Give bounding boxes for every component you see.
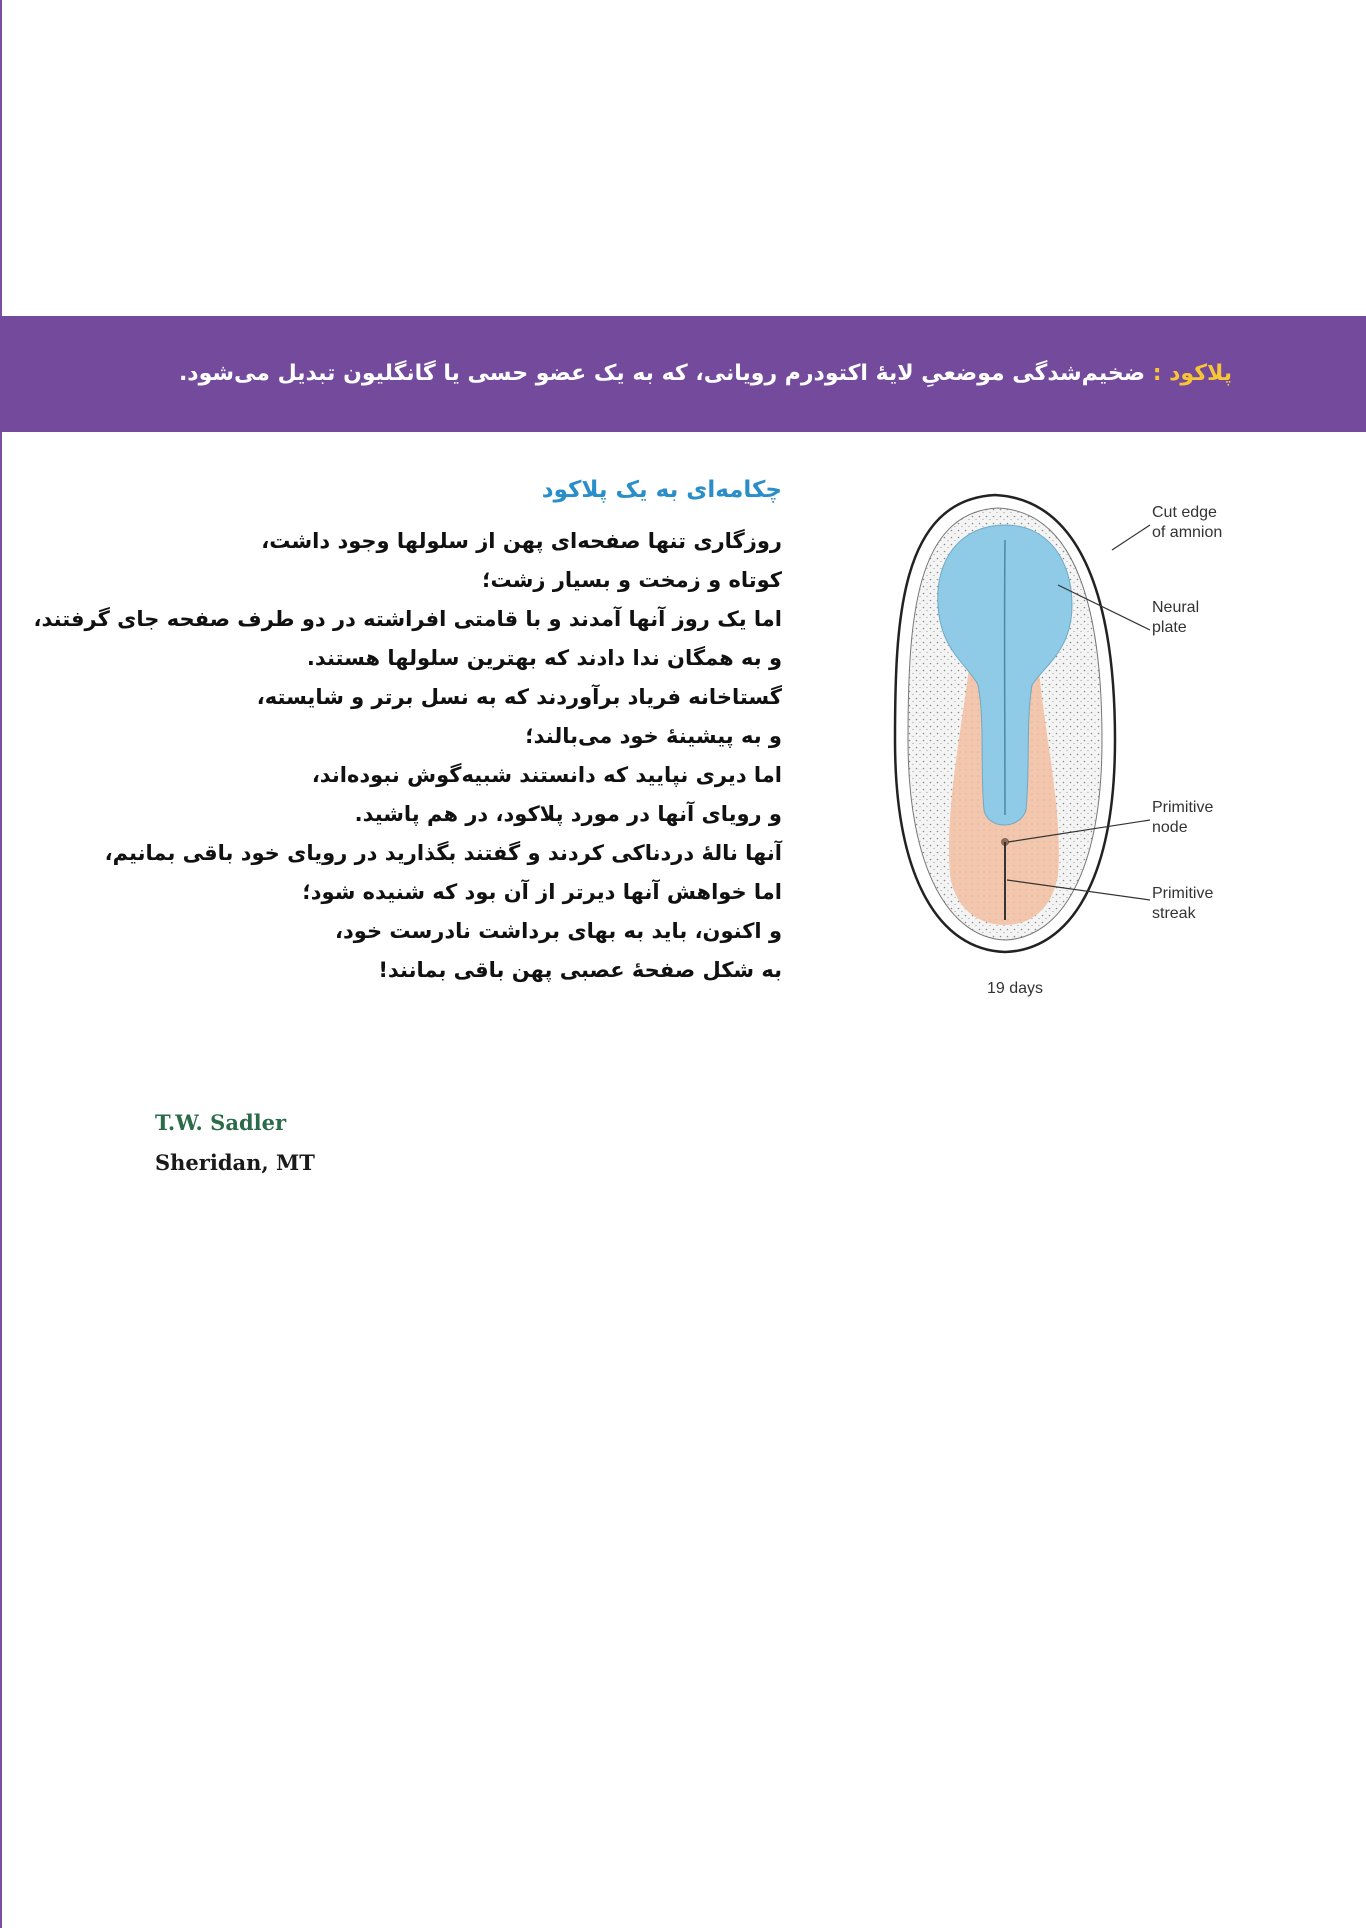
poem-line: روزگاری تنها صفحه‌ای پهن از سلولها وجود داشت، (261, 529, 782, 553)
poem-line: و اکنون، باید به بهای برداشت نادرست خود، (335, 919, 782, 943)
label-cut-edge-2: of amnion (1152, 524, 1223, 541)
poem-line: و رویای آنها در مورد پلاکود، در هم پاشید. (354, 802, 782, 826)
poem-line: اما دیری نپایید که دانستند شبیه‌گوش نبوده‌اند، (311, 763, 782, 787)
leader-cut-edge (1112, 525, 1150, 550)
poem-line: کوتاه و زمخت و بسیار زشت؛ (482, 568, 782, 592)
definition-text (132, 356, 1232, 392)
definition-body: ضخیم‌شدگی موضعیِ لایۀ اکتودرم رویانی، که به یک عضو حسی یا گانگلیون تبدیل می‌شود. (178, 361, 1146, 386)
label-neural-2: plate (1152, 619, 1187, 636)
poem-line: اما یک روز آنها آمدند و با قامتی افراشته در دو طرف صفحه جای گرفتند، (33, 607, 782, 631)
poem-line: آنها نالۀ دردناکی کردند و گفتند بگذارید در رویای خود باقی بمانیم، (104, 841, 782, 865)
embryo-illustration (880, 480, 1260, 1010)
label-node-1: Primitive (1152, 799, 1214, 816)
page-left-border (0, 0, 2, 1928)
author-name: T.W. Sadler (155, 1110, 287, 1135)
poem-line: اما خواهش آنها دیرتر از آن بود که شنیده شود؛ (302, 880, 782, 904)
poem-line: و به همگان ندا دادند که بهترین سلولها هستند. (306, 646, 782, 670)
poem-line: و به پیشینۀ خود می‌بالند؛ (525, 724, 782, 748)
author-location: Sheridan, MT (155, 1150, 315, 1175)
poem-title: چکامه‌ای به یک پلاکود (541, 477, 782, 503)
label-streak-1: Primitive (1152, 885, 1214, 902)
label-node-2: node (1152, 819, 1188, 836)
poem-line: گستاخانه فریاد برآوردند که به نسل برتر و شایسته، (256, 685, 782, 709)
poem-body (22, 522, 782, 990)
figure-caption: 19 days (987, 980, 1044, 997)
definition-term: پلاکود : (1152, 361, 1232, 386)
embryo-diagram (880, 480, 1260, 1010)
definition-banner (0, 316, 1366, 432)
label-streak-2: streak (1152, 905, 1196, 922)
poem-line: به شکل صفحۀ عصبی پهن باقی بمانند! (378, 958, 782, 982)
label-neural-1: Neural (1152, 599, 1200, 616)
label-cut-edge-1: Cut edge (1152, 504, 1217, 521)
